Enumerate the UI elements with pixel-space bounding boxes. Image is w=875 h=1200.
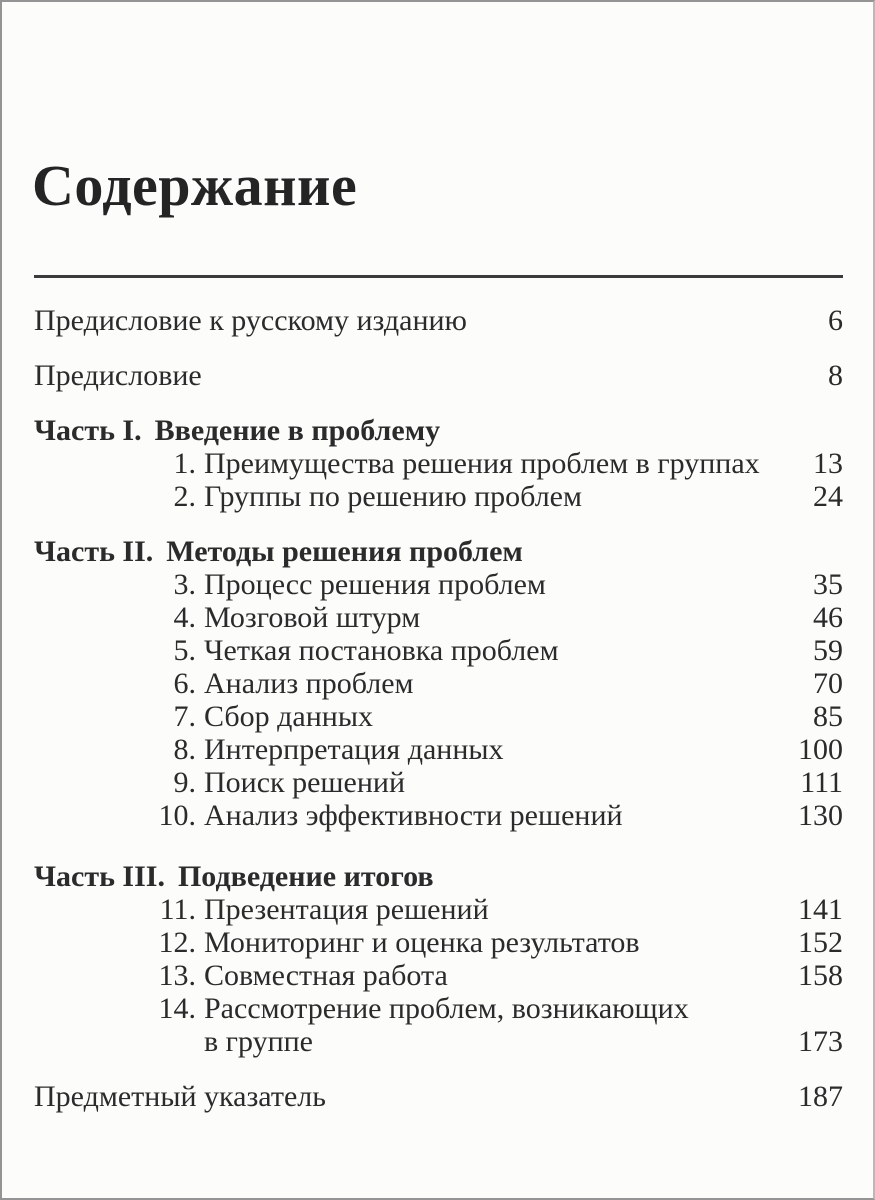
- item-label: Мониторинг и оценка результатов: [204, 926, 640, 960]
- item-label: Поиск решений: [204, 766, 406, 800]
- toc-row: [34, 447, 843, 480]
- toc-row: [34, 733, 843, 766]
- item-label: Процесс решения проблем: [204, 568, 546, 602]
- toc-row: [34, 601, 843, 634]
- toc-row: [34, 893, 843, 926]
- item-label: Группы по решению проблем: [204, 480, 582, 514]
- page-number: 187: [798, 1080, 843, 1114]
- entry-label: Предисловие к русскому изданию: [34, 304, 467, 338]
- item-number: 11.: [159, 893, 196, 927]
- toc-row: [34, 480, 843, 513]
- part-title: Подведение итогов: [177, 860, 434, 894]
- page-number: 141: [798, 893, 843, 927]
- toc-row: [34, 359, 843, 392]
- page-number: 13: [813, 447, 843, 481]
- toc-row: [34, 926, 843, 959]
- page-number: 24: [813, 480, 843, 514]
- item-label: Преимущества решения проблем в группах: [204, 447, 760, 481]
- page-number: 173: [798, 1025, 843, 1059]
- toc-part-heading: [34, 414, 843, 447]
- toc-part-heading: [34, 860, 843, 893]
- item-label: Интерпретация данных: [204, 733, 504, 767]
- toc-list: [34, 304, 843, 1113]
- item-number: 6.: [173, 667, 196, 701]
- item-number: 4.: [173, 601, 196, 635]
- item-number: 12.: [158, 926, 196, 960]
- toc-row: [34, 799, 843, 832]
- toc-row: [34, 304, 843, 337]
- entry-label: Предисловие: [34, 359, 202, 393]
- item-number: 10.: [158, 799, 196, 833]
- part-label: Часть III.: [34, 860, 165, 894]
- item-number: 1.: [173, 447, 196, 481]
- toc-row: [34, 992, 843, 1025]
- item-label: Мозговой штурм: [204, 601, 421, 635]
- item-label: Анализ проблем: [204, 667, 414, 701]
- item-number: 2.: [173, 480, 196, 514]
- page-number: 35: [813, 568, 843, 602]
- page-number: 59: [813, 634, 843, 668]
- page-number: 158: [798, 959, 843, 993]
- item-label: Совместная работа: [204, 959, 448, 993]
- page-number: 6: [828, 304, 843, 338]
- item-label: в группе: [204, 1025, 313, 1059]
- page-number: 130: [798, 799, 843, 833]
- toc-part-heading: [34, 535, 843, 568]
- item-number: 7.: [173, 700, 196, 734]
- item-label: Рассмотрение проблем, возникающих: [204, 992, 689, 1026]
- item-number: 9.: [173, 766, 196, 800]
- toc-row: [34, 568, 843, 601]
- toc-row: [34, 667, 843, 700]
- title-rule: [34, 275, 843, 278]
- page-number: 85: [813, 700, 843, 734]
- item-number: 13.: [158, 959, 196, 993]
- toc-row: [34, 1080, 843, 1113]
- page-number: 152: [798, 926, 843, 960]
- part-label: Часть II.: [34, 535, 154, 569]
- page-number: 8: [828, 359, 843, 393]
- page-content: [2, 148, 873, 1113]
- page-number: 100: [798, 733, 843, 767]
- part-title: Введение в проблему: [154, 414, 441, 448]
- page-title: Содержание: [32, 153, 358, 218]
- item-label: Сбор данных: [204, 700, 373, 734]
- item-label: Презентация решений: [204, 893, 489, 927]
- item-label: Четкая постановка проблем: [204, 634, 559, 668]
- toc-row: [34, 1025, 843, 1058]
- item-number: 8.: [173, 733, 196, 767]
- toc-row: [34, 700, 843, 733]
- part-title: Методы решения проблем: [166, 535, 523, 569]
- item-number: 14.: [158, 992, 196, 1026]
- page-number: 46: [813, 601, 843, 635]
- toc-row: [34, 959, 843, 992]
- item-number: 5.: [173, 634, 196, 668]
- page-number: 111: [800, 766, 843, 800]
- part-label: Часть I.: [34, 414, 142, 448]
- item-label: Анализ эффективности решений: [204, 799, 623, 833]
- item-number: 3.: [173, 568, 196, 602]
- toc-row: [34, 634, 843, 667]
- page-number: 70: [813, 667, 843, 701]
- entry-label: Предметный указатель: [34, 1080, 326, 1114]
- toc-row: [34, 766, 843, 799]
